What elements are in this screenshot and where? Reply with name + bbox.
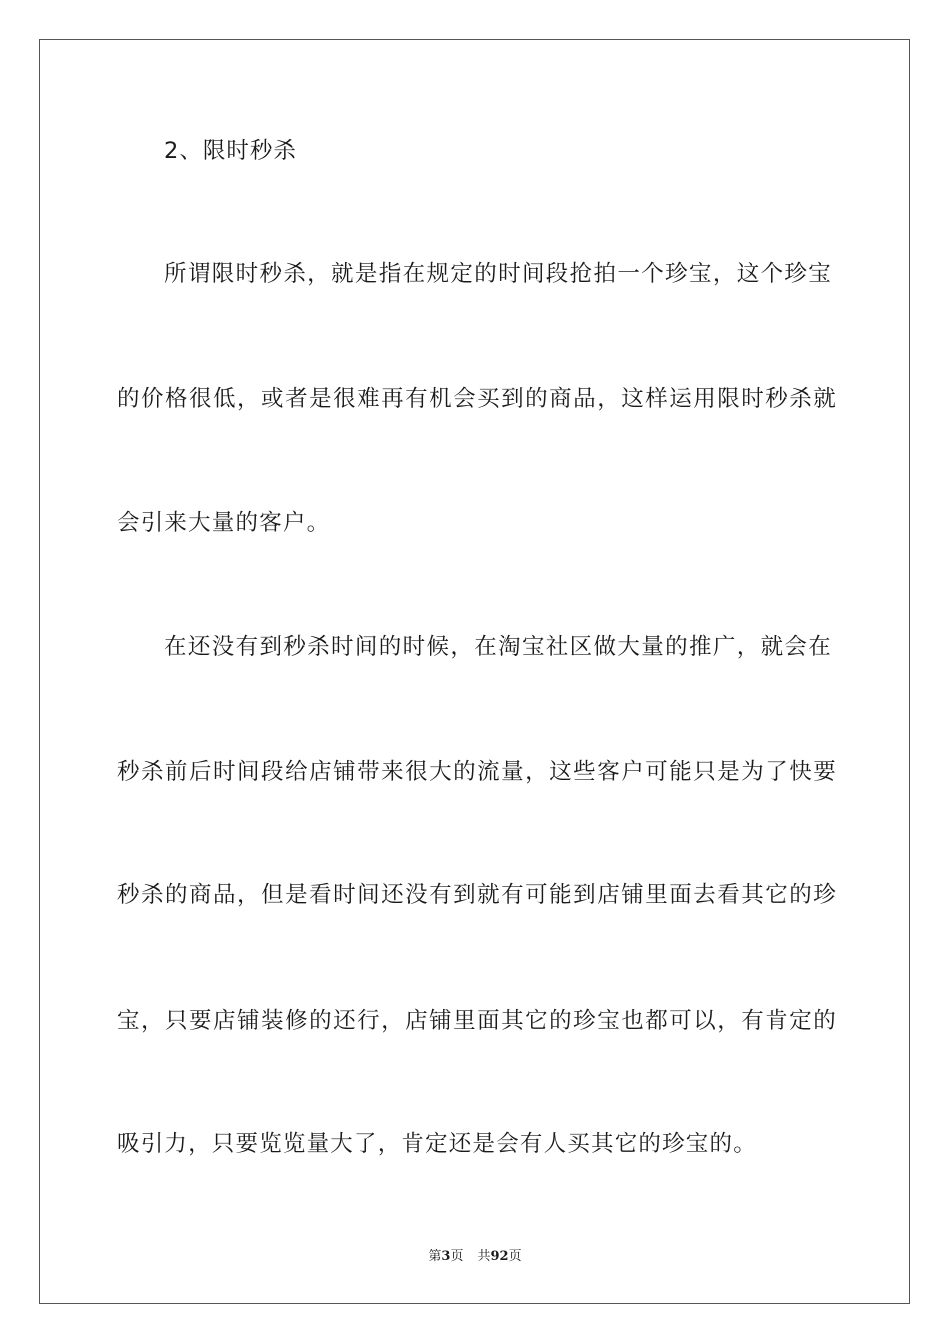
paragraph-1-line-2: 的价格很低，或者是很难再有机会买到的商品，这样运用限时秒杀就: [117, 386, 837, 412]
paragraph-2-line-1: 在还没有到秒杀时间的时候，在淘宝社区做大量的推广，就会在: [164, 634, 832, 660]
paragraph-2-line-3: 秒杀的商品，但是看时间还没有到就有可能到店铺里面去看其它的珍: [117, 882, 837, 908]
page-suffix: 页: [450, 1249, 464, 1264]
total-suffix: 页: [508, 1249, 522, 1264]
total-prefix: 共: [477, 1249, 491, 1264]
paragraph-1-line-3: 会引来大量的客户。: [117, 510, 331, 536]
page-prefix: 第: [428, 1249, 442, 1264]
paragraph-2-line-5: 吸引力，只要览览量大了，肯定还是会有人买其它的珍宝的。: [117, 1131, 757, 1157]
page-number: 3: [441, 1249, 451, 1264]
paragraph-2-line-4: 宝，只要店铺装修的还行，店铺里面其它的珍宝也都可以，有肯定的: [117, 1008, 837, 1034]
paragraph-2-line-2: 秒杀前后时间段给店铺带来很大的流量，这些客户可能只是为了快要: [117, 759, 837, 785]
page-footer: [0, 1248, 950, 1266]
paragraph-1-line-1: 所谓限时秒杀，就是指在规定的时间段抢拍一个珍宝，这个珍宝: [164, 261, 832, 287]
page-border: [39, 39, 910, 1304]
section-heading: 2、限时秒杀: [164, 138, 297, 164]
total-pages: 92: [490, 1249, 509, 1264]
